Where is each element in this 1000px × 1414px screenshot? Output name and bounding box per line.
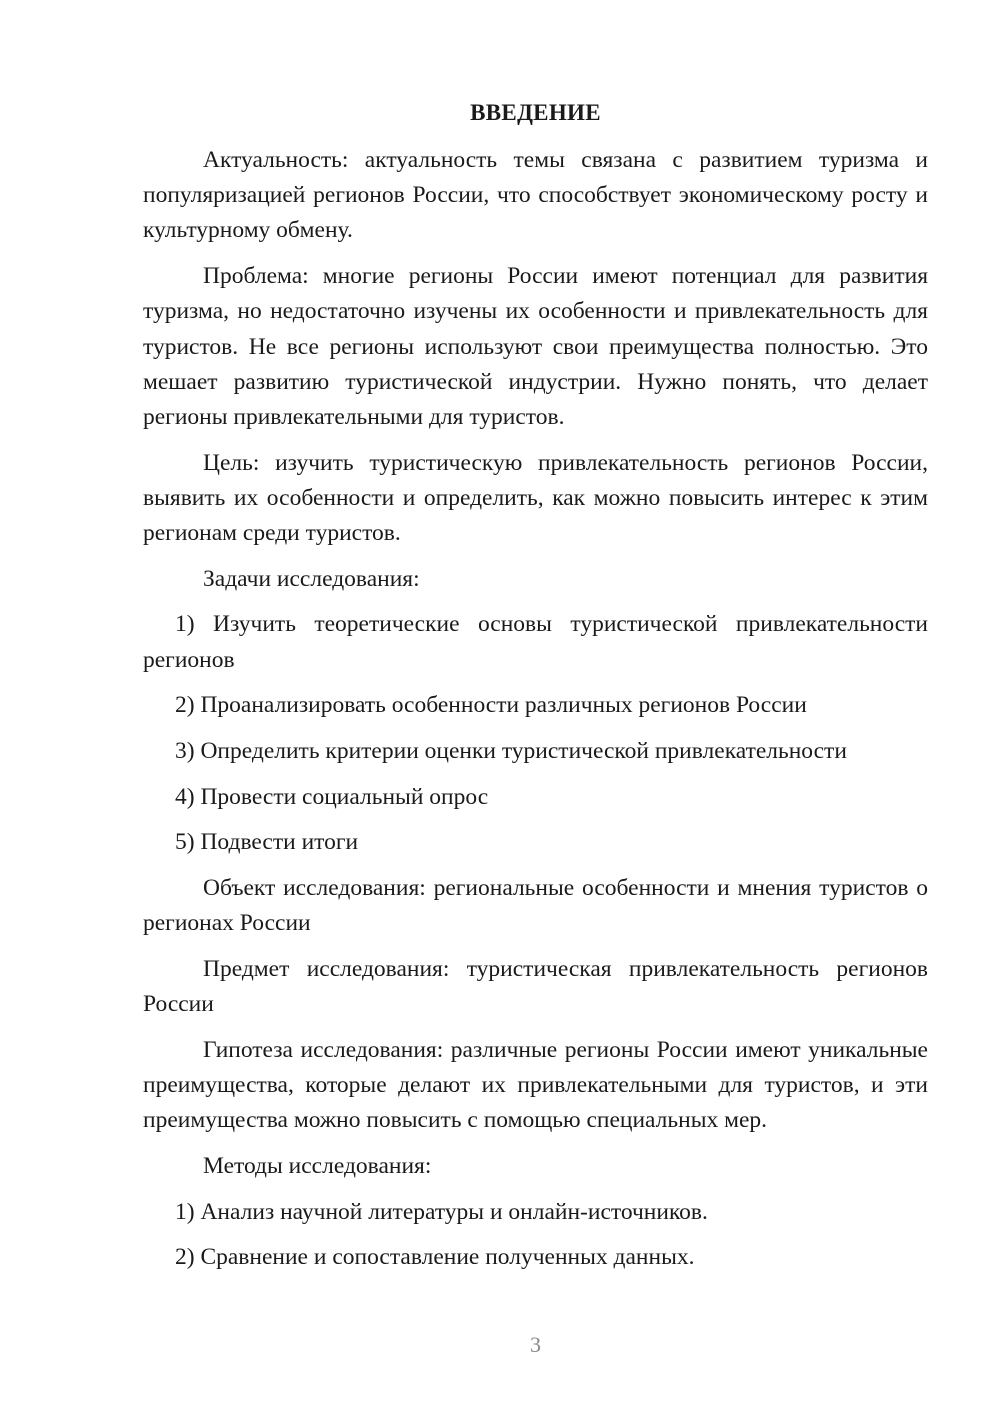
problem-paragraph: Проблема: многие регионы России имеют потенциал для развития туризма, но недостаточно изучены их особенности и привлекательность для туристов. Не все регионы используют свои преимущества полностью. Это мешает развитию туристической индустрии. Нужно понять, что делает регионы привлекательными для туристов. xyxy=(143,263,928,430)
page-number: 3 xyxy=(530,1332,541,1357)
document-body xyxy=(143,143,928,1286)
relevance-paragraph: Актуальность: актуальность темы связана с развитием туризма и популяризацией регионов России, что способствует экономическому росту и культурному обмену. xyxy=(143,147,928,244)
task-item: 3) Определить критерии оценки туристической привлекательности xyxy=(175,738,847,765)
hypothesis-paragraph: Гипотеза исследования: различные регионы России имеют уникальные преимущества, которые делают их привлекательными для туристов, и эти преимущества можно повысить с помощью специальных мер. xyxy=(143,1036,928,1134)
task-item: 4) Провести социальный опрос xyxy=(175,783,489,810)
method-item: 1) Анализ научной литературы и онлайн-источников. xyxy=(175,1198,708,1225)
task-item: 5) Подвести итоги xyxy=(175,829,359,856)
subject-paragraph: Предмет исследования: туристическая привлекательность регионов России xyxy=(143,956,928,1018)
goal-paragraph: Цель: изучить туристическую привлекательность регионов России, выявить их особенности и определить, как можно повысить интерес к этим регионам среди туристов. xyxy=(143,449,928,547)
tasks-heading: Задачи исследования: xyxy=(203,565,420,592)
task-item: 2) Проанализировать особенности различных регионов России xyxy=(175,692,807,719)
task-item: 1) Изучить теоретические основы туристической привлекательности регионов xyxy=(143,611,928,673)
method-item: 2) Сравнение и сопоставление полученных данных. xyxy=(175,1244,695,1271)
page-title: ВВЕДЕНИЕ xyxy=(470,100,601,125)
methods-heading: Методы исследования: xyxy=(203,1153,432,1180)
object-paragraph: Объект исследования: региональные особенности и мнения туристов о регионах России xyxy=(143,875,928,937)
